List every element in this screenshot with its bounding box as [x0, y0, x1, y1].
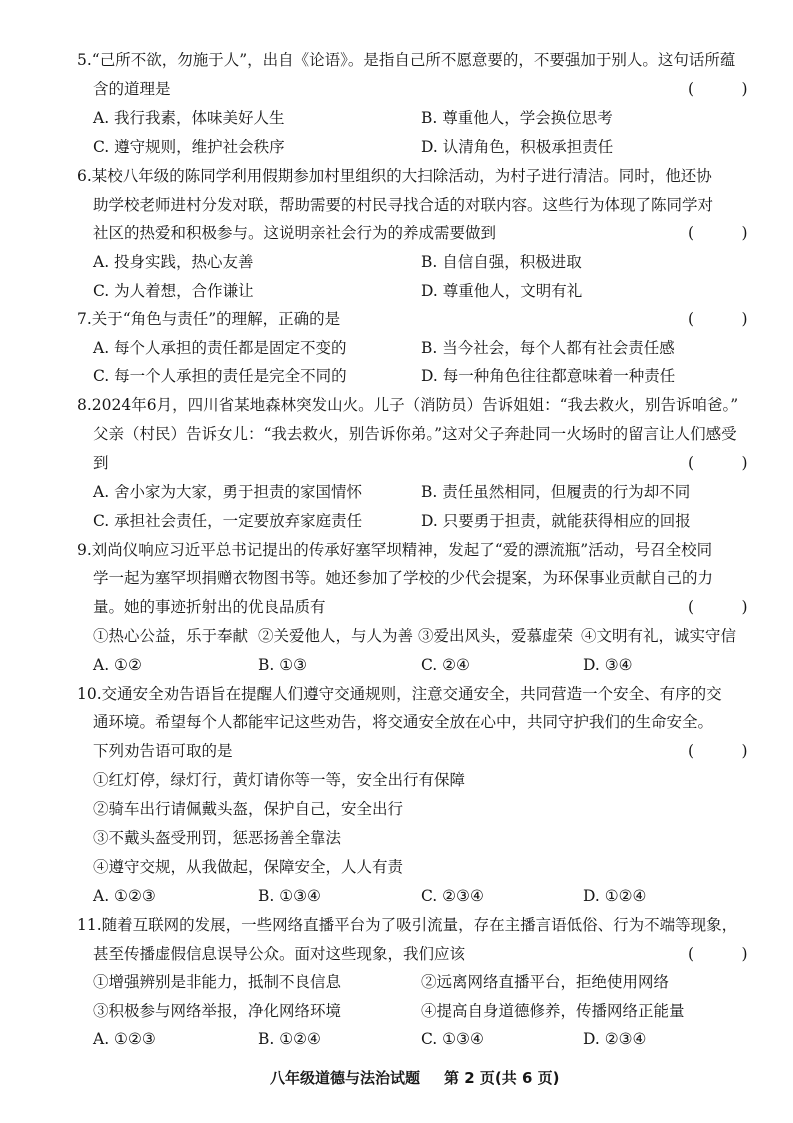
option-a: A. 舍小家为大家，勇于担责的家国情怀 [93, 483, 363, 501]
option-d: D. ②③④ [583, 1030, 647, 1048]
option-b: B. 尊重他人，学会换位思考 [421, 109, 613, 127]
q10-stem-line-1 [0, 680, 793, 709]
page-number: 第 2 页(共 6 页) [444, 1069, 560, 1087]
text: 9.刘尚仪响应习近平总书记提出的传承好塞罕坝精神，发起了“爱的漂流瓶”活动，号召全校同 [77, 541, 713, 559]
q11-stem-line-1 [0, 911, 793, 940]
text: 11.随着互联网的发展，一些网络直播平台为了吸引流量，存在主播言语低俗、行为不端等现象， [77, 916, 738, 934]
q10-stem-line-3 [0, 737, 793, 766]
item-1: ①增强辨别是非能力，抵制不良信息 [93, 973, 342, 991]
q11-options-row [0, 1025, 793, 1054]
q9-stem-line-2 [0, 564, 793, 593]
q5-options-row-2 [0, 133, 793, 162]
q10-item-3 [0, 824, 793, 853]
option-a: A. ①②③ [93, 1030, 156, 1048]
text: ③不戴头盔受刑罚，惩恶扬善全靠法 [93, 829, 342, 847]
q10-item-2 [0, 795, 793, 824]
option-c: C. 每一个人承担的责任是完全不同的 [93, 367, 347, 385]
item-4: ④提高自身道德修养，传播网络正能量 [421, 1002, 685, 1020]
q8-options-row-1 [0, 478, 793, 507]
q10-options-row [0, 882, 793, 911]
q6-options-row-1 [0, 248, 793, 277]
q9-options-row [0, 651, 793, 680]
text: 甚至传播虚假信息误导公众。面对这些现象，我们应该 [93, 945, 466, 963]
q8-stem-line-1 [0, 391, 793, 420]
option-a: A. 每个人承担的责任都是固定不变的 [93, 339, 347, 357]
text: 7.关于“角色与责任”的理解，正确的是 [77, 310, 341, 328]
option-c: C. ②④ [421, 656, 470, 674]
option-a: A. 我行我素，体味美好人生 [93, 109, 285, 127]
answer-paren: ( ) [688, 945, 764, 963]
text: 6.某校八年级的陈同学利用假期参加村里组织的大扫除活动，为村子进行清洁。同时，他还协 [77, 167, 712, 185]
item-3: ③爱出风头，爱慕虚荣 [418, 627, 574, 645]
text: 10.交通安全劝告语旨在提醒人们遵守交通规则，注意交通安全，共同营造一个安全、有序的交 [77, 685, 722, 703]
text: 通环境。希望每个人都能牢记这些劝告，将交通安全放在心中，共同守护我们的生命安全。 [93, 713, 714, 731]
q6-stem-line-2 [0, 191, 793, 220]
q11-stem-line-2 [0, 940, 793, 969]
q10-item-4 [0, 853, 793, 882]
text: 下列劝告语可取的是 [93, 742, 233, 760]
page-footer [0, 1064, 793, 1092]
q9-stem-line-1 [0, 536, 793, 565]
q8-stem-line-2 [0, 420, 793, 449]
text: 8.2024年6月，四川省某地森林突发山火。儿子（消防员）告诉姐姐：“我去救火，别告诉咱爸。” [77, 396, 739, 414]
answer-paren: ( ) [688, 224, 764, 242]
item-3: ③积极参与网络举报，净化网络环境 [93, 1002, 342, 1020]
item-2: ②关爱他人，与人为善 [258, 627, 414, 645]
answer-paren: ( ) [688, 80, 764, 98]
option-a: A. 投身实践，热心友善 [93, 253, 254, 271]
q8-stem-line-3 [0, 449, 793, 478]
q7-options-row-2 [0, 362, 793, 391]
q5-options-row-1 [0, 104, 793, 133]
option-a: A. ①② [93, 656, 142, 674]
q10-stem-line-2 [0, 708, 793, 737]
text: 含的道理是 [93, 80, 171, 98]
q9-stem-line-3 [0, 593, 793, 622]
answer-paren: ( ) [688, 742, 764, 760]
text: 社区的热爱和积极参与。这说明亲社会行为的养成需要做到 [93, 224, 497, 242]
answer-paren: ( ) [688, 310, 764, 328]
option-d: D. 认清角色，积极承担责任 [421, 138, 614, 156]
item-4: ④文明有礼，诚实守信 [581, 627, 737, 645]
text: 父亲（村民）告诉女儿：“我去救火，别告诉你弟。”这对父子奔赴同一火场时的留言让人们感受 [93, 425, 737, 443]
text: 助学校老师进村分发对联，帮助需要的村民寻找合适的对联内容。这些行为体现了陈同学对 [93, 196, 714, 214]
option-c: C. ②③④ [421, 887, 484, 905]
q8-options-row-2 [0, 507, 793, 536]
text: ②骑车出行请佩戴头盔，保护自己，安全出行 [93, 800, 404, 818]
q5-stem-line-1 [0, 46, 793, 75]
option-a: A. ①②③ [93, 887, 156, 905]
option-d: D. ①②④ [583, 887, 647, 905]
option-d: D. 尊重他人，文明有礼 [421, 282, 583, 300]
option-b: B. ①③④ [258, 887, 321, 905]
answer-paren: ( ) [688, 598, 764, 616]
option-d: D. 只要勇于担责，就能获得相应的回报 [421, 512, 691, 530]
q7-stem-line-1 [0, 305, 793, 334]
q11-items-row-1 [0, 968, 793, 997]
text: 量。她的事迹折射出的优良品质有 [93, 598, 326, 616]
q5-stem-line-2 [0, 75, 793, 104]
option-b: B. 自信自强，积极进取 [421, 253, 582, 271]
q6-options-row-2 [0, 277, 793, 306]
q10-item-1 [0, 766, 793, 795]
option-d: D. 每一种角色往往都意味着一种责任 [421, 367, 676, 385]
text: 5.“己所不欲，勿施于人”，出自《论语》。是指自己所不愿意要的，不要强加于别人。这句话所蕴 [77, 51, 736, 69]
answer-paren: ( ) [688, 454, 764, 472]
item-1: ①热心公益，乐于奉献 [93, 627, 249, 645]
option-b: B. ①③ [258, 656, 308, 674]
item-2: ②远离网络直播平台，拒绝使用网络 [421, 973, 670, 991]
text: 学一起为塞罕坝捐赠衣物图书等。她还参加了学校的少代会提案，为环保事业贡献自己的力 [93, 569, 714, 587]
option-c: C. ①③④ [421, 1030, 484, 1048]
option-c: C. 承担社会责任，一定要放弃家庭责任 [93, 512, 363, 530]
text: ④遵守交规，从我做起，保障安全，人人有责 [93, 858, 404, 876]
option-b: B. ①②④ [258, 1030, 321, 1048]
option-b: B. 责任虽然相同，但履责的行为却不同 [421, 483, 691, 501]
option-d: D. ③④ [583, 656, 633, 674]
text: ①红灯停，绿灯行，黄灯请你等一等，安全出行有保障 [93, 771, 466, 789]
text: 到 [93, 454, 109, 472]
exam-title: 八年级道德与法治试题 [270, 1069, 421, 1087]
option-c: C. 为人着想，合作谦让 [93, 282, 254, 300]
q9-items-row [0, 622, 793, 651]
q6-stem-line-3 [0, 219, 793, 248]
q11-items-row-2 [0, 997, 793, 1026]
option-c: C. 遵守规则，维护社会秩序 [93, 138, 285, 156]
option-b: B. 当今社会，每个人都有社会责任感 [421, 339, 675, 357]
q7-options-row-1 [0, 334, 793, 363]
q6-stem-line-1 [0, 162, 793, 191]
